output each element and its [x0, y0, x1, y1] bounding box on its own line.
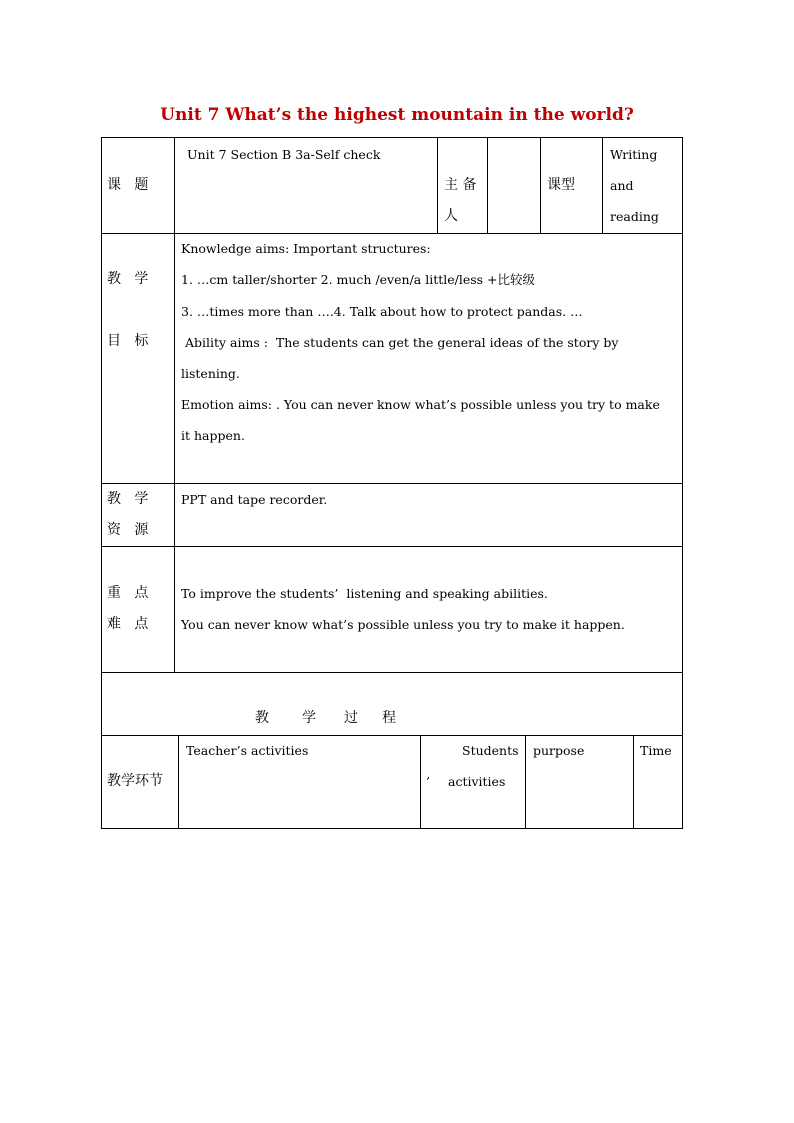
column-divider [420, 735, 421, 828]
objective-line: 1. …cm taller/shorter 2. much /even/a little/less +比较级 [181, 272, 536, 287]
column-divider [178, 735, 179, 828]
column-divider [602, 138, 603, 233]
key-points-label: 重 点 [107, 585, 149, 601]
teacher-column-header: Teacher’s activities [186, 743, 309, 758]
students-column-mark: ’ [426, 774, 430, 789]
objective-line: Ability aims : The students can get the general ideas of the story by [181, 335, 619, 350]
resources-text: PPT and tape recorder. [181, 492, 328, 507]
objective-line: Emotion aims: . You can never know what’s possible unless you try to make [181, 397, 660, 412]
column-divider [525, 735, 526, 828]
topic-label: 课 题 [107, 177, 149, 193]
objective-line: Knowledge aims: Important structures: [181, 241, 431, 256]
column-divider [633, 735, 634, 828]
purpose-column-header: purpose [533, 743, 585, 758]
objectives-label: 目 标 [107, 333, 149, 349]
students-column-header: Students [462, 743, 519, 758]
resources-label: 教 学 [107, 491, 149, 507]
objective-line: 3. …times more than ….4. Talk about how to protect pandas. … [181, 304, 583, 319]
stage-column-header: 教学环节 [107, 773, 163, 789]
lesson-type-line: Writing [610, 147, 658, 162]
preparer-label: 主 备 [444, 177, 477, 193]
lesson-type-label: 课型 [547, 177, 575, 193]
objective-line: it happen. [181, 428, 245, 443]
document-title: Unit 7 What’s the highest mountain in the world? [160, 105, 634, 125]
objectives-label: 教 学 [107, 271, 149, 287]
preparer-label-last: 人 [444, 208, 458, 224]
process-heading: 教 学 过 程 [255, 710, 396, 726]
key-point-line: You can never know what’s possible unless you try to make it happen. [181, 617, 625, 632]
row-divider [102, 546, 682, 547]
column-divider [437, 138, 438, 233]
resources-label: 资 源 [107, 522, 149, 538]
key-points-label: 难 点 [107, 616, 149, 632]
column-divider [487, 138, 488, 233]
lesson-type-line: reading [610, 209, 659, 224]
row-divider [102, 672, 682, 673]
topic-value: Unit 7 Section B 3a-Self check [187, 147, 381, 162]
objective-line: listening. [181, 366, 240, 381]
key-point-line: To improve the students’ listening and speaking abilities. [181, 586, 548, 601]
column-divider [174, 233, 175, 673]
time-column-header: Time [640, 743, 672, 758]
column-divider [540, 138, 541, 233]
column-divider [174, 138, 175, 233]
students-column-header: activities [448, 774, 506, 789]
lesson-type-line: and [610, 178, 634, 193]
